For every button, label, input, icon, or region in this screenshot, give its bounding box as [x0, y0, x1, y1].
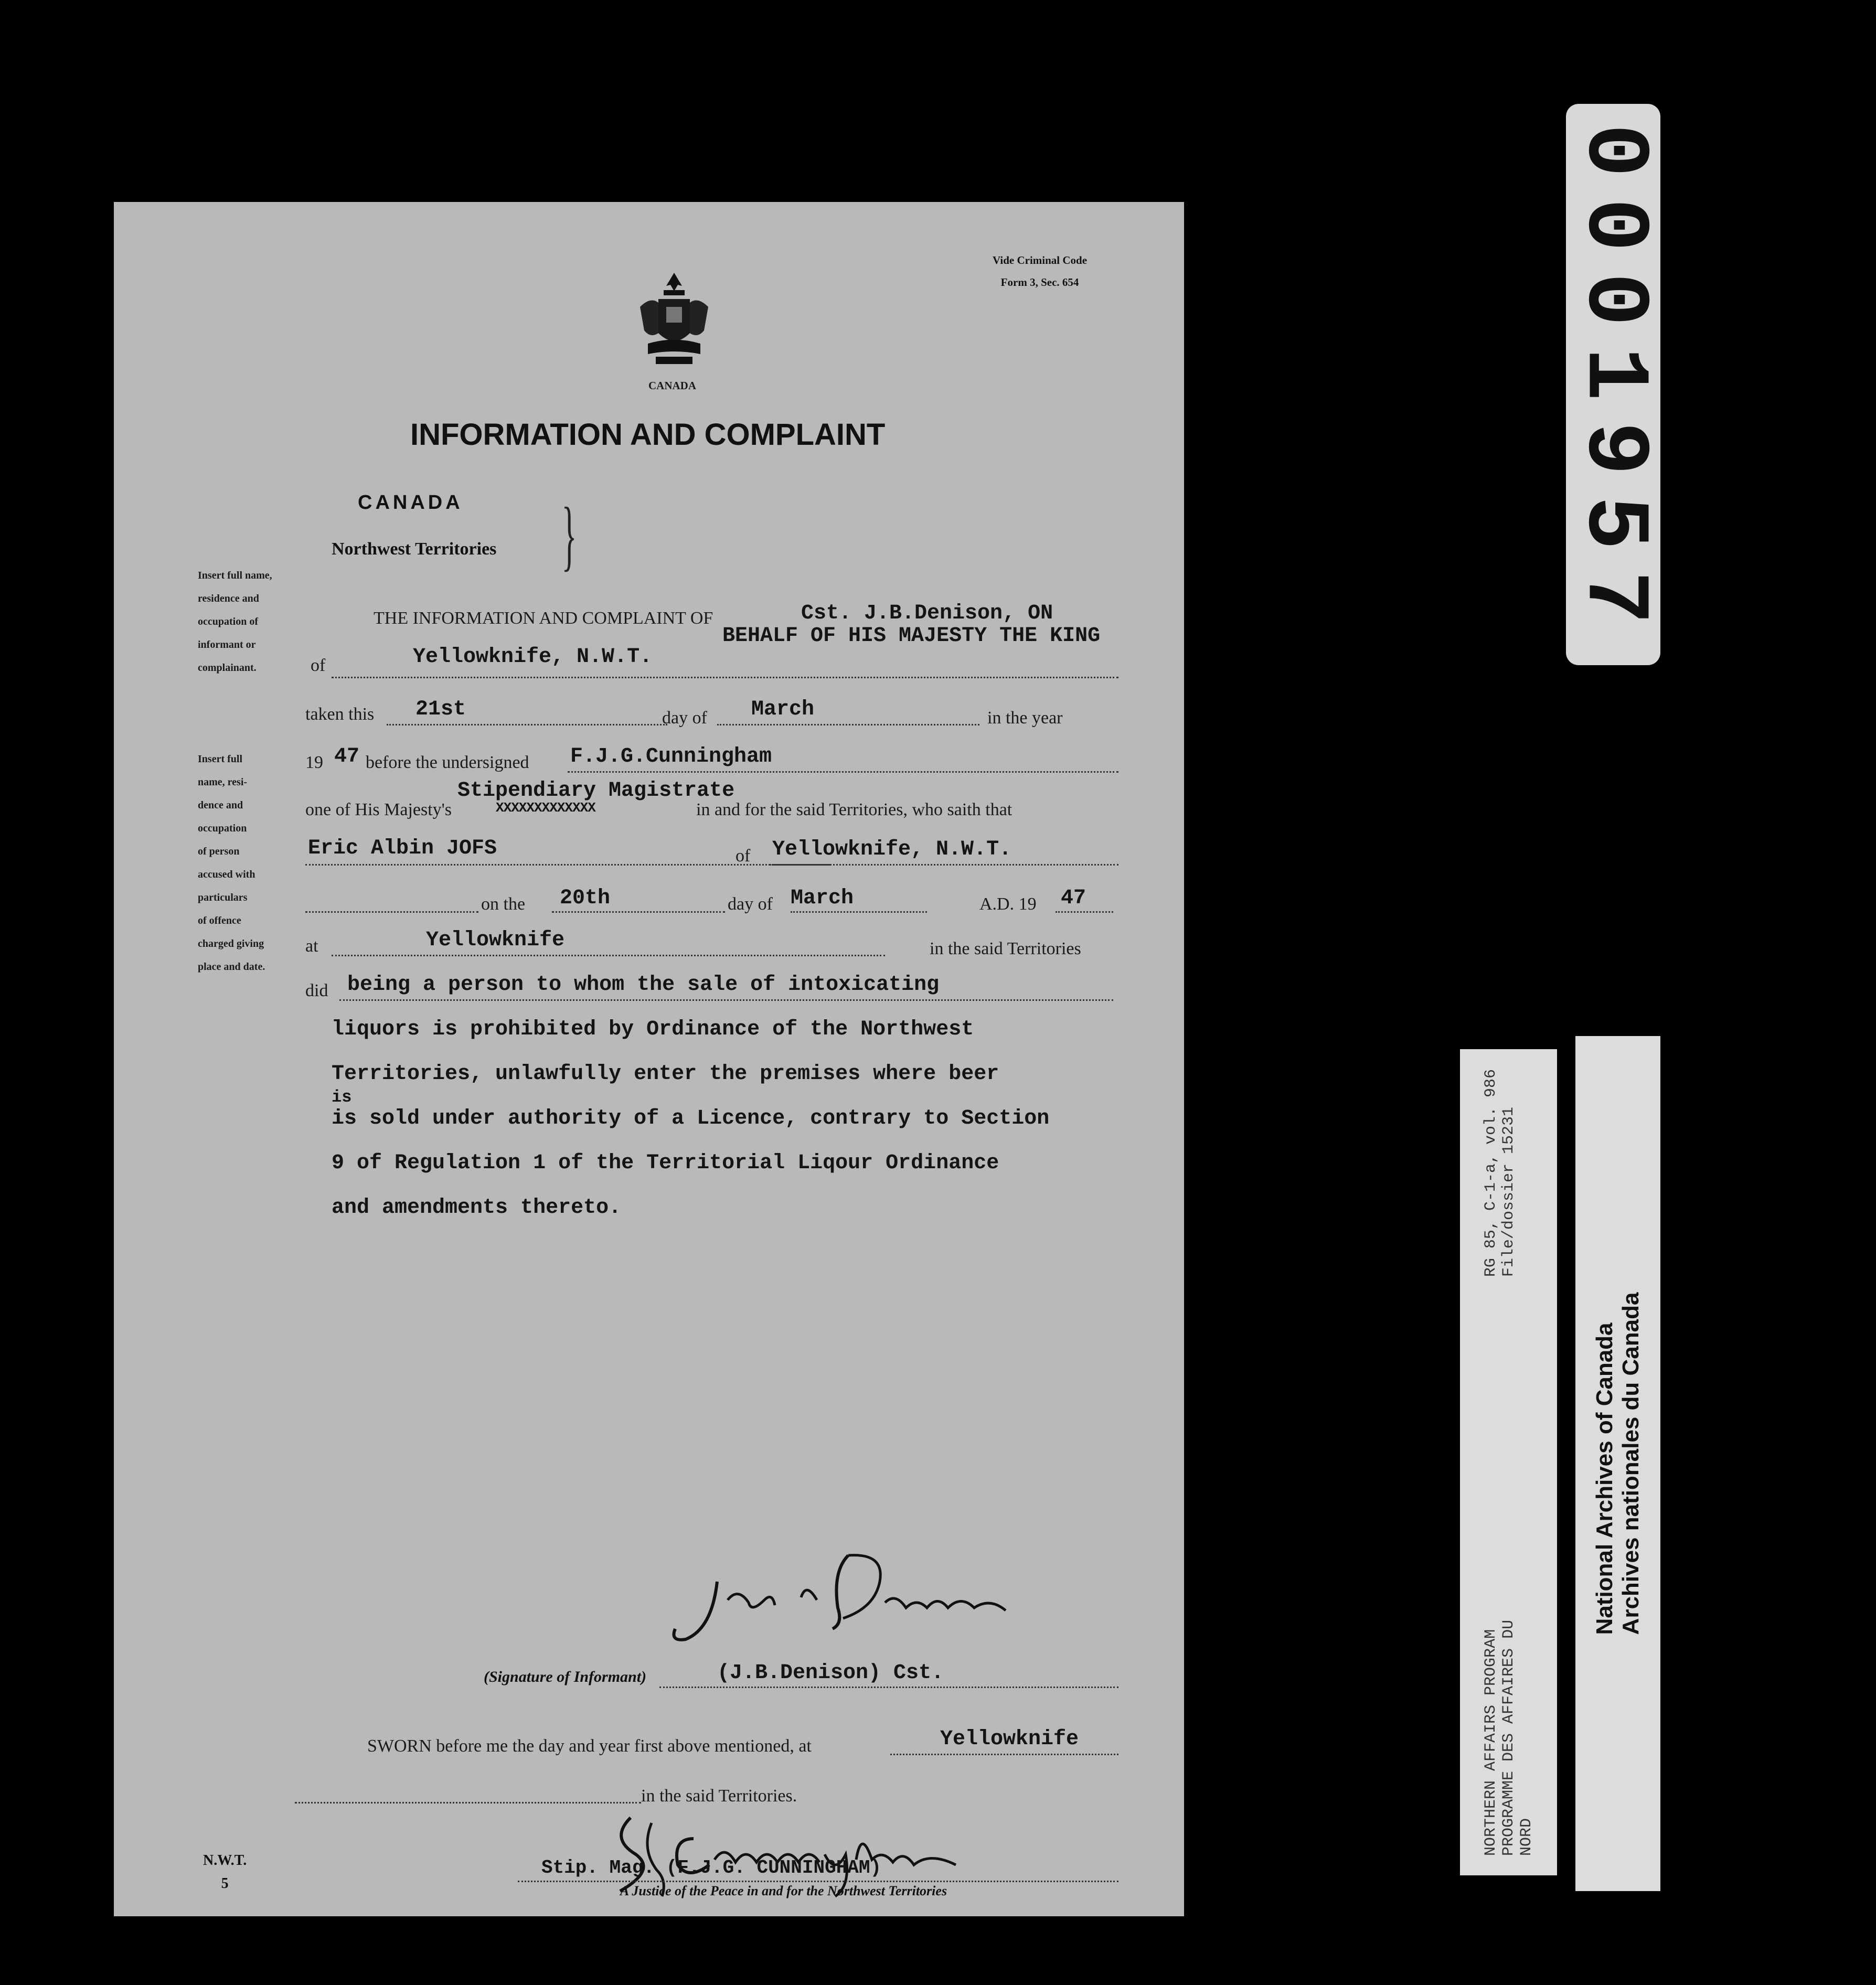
sworn-text: SWORN before me the day and year first above mentioned, at [367, 1736, 812, 1756]
margin-note-line: of person [198, 846, 240, 857]
jurisdiction-brace: } [561, 492, 577, 579]
year-prefix: 19 [305, 753, 323, 772]
his-majestys-label: one of His Majesty's [305, 800, 452, 819]
of-label-2: of [736, 846, 751, 866]
form-title: INFORMATION AND COMPLAINT [410, 418, 886, 452]
margin-note-line: dence and [198, 799, 243, 811]
magistrate-name-line [568, 771, 1118, 773]
file-ref: File/dossier 15231 [1499, 1106, 1518, 1277]
offence-month: March [791, 887, 854, 910]
form-number-line2: 5 [221, 1875, 229, 1892]
form-reference [993, 249, 1087, 293]
informant-name: Cst. J.B.Denison, ON [801, 602, 1053, 625]
sworn-territories-label: in the said Territories. [641, 1786, 797, 1806]
coat-of-arms-icon [635, 270, 713, 370]
before-undersigned-label: before the undersigned [366, 753, 529, 772]
offence-line-5: 9 of Regulation 1 of the Territorial Liqour Ordinance [332, 1151, 999, 1175]
magistrate-name: F.J.G.Cunningham [570, 745, 772, 769]
informant-residence-line [332, 677, 1118, 678]
margin-note-line: of offence [198, 915, 241, 926]
informant-signature-caption: (Signature of Informant) [484, 1668, 647, 1685]
margin-note-accused [198, 748, 265, 978]
program-fr-cont: NORD [1517, 1818, 1536, 1856]
in-said-territories-label: in the said Territories [930, 939, 1081, 958]
archives-name-fr: Archives nationales du Canada [1618, 1292, 1644, 1635]
taken-this-label: taken this [305, 705, 375, 724]
margin-note-informant [198, 564, 272, 679]
national-archives-text [1592, 1293, 1644, 1635]
magistrate-title: Stipendiary Magistrate [457, 779, 735, 803]
margin-note-line: particulars [198, 892, 248, 903]
informant-signature-line [659, 1687, 1118, 1688]
day-of-label-2: day of [728, 894, 773, 914]
margin-note-line: occupation of [198, 616, 258, 627]
record-group-ref: RG 85, C-1-a, vol. 986 [1481, 1069, 1500, 1277]
informant-residence: Yellowknife, N.W.T. [413, 645, 653, 669]
did-label: did [305, 981, 328, 1000]
day-of-label: day of [662, 708, 707, 728]
inserted-is: is [332, 1087, 352, 1107]
archive-stamp-number [1562, 104, 1664, 665]
on-the-label: on the [481, 894, 526, 914]
offence-line-4: is sold under authority of a Licence, contrary to Section [332, 1107, 1050, 1130]
margin-note-line: occupation [198, 823, 247, 834]
sworn-place: Yellowknife [940, 1727, 1079, 1751]
justice-typed-name: Stip. Mag. (F.J.G. CUNNINGHAM) [541, 1857, 882, 1879]
margin-note-line: Insert full name, [198, 570, 272, 581]
day-taken: 21st [415, 698, 466, 721]
archive-reference-text [1482, 1069, 1536, 1856]
accused-residence-line [770, 864, 1118, 866]
margin-note-line: accused with [198, 869, 255, 880]
of-label: of [311, 656, 326, 675]
in-the-year-label: in the year [987, 708, 1063, 728]
offence-place: Yellowknife [426, 929, 565, 952]
month-taken-line [717, 724, 979, 725]
in-and-for-label: in and for the said Territories, who saith that [696, 800, 1012, 819]
margin-note-line: place and date. [198, 961, 265, 973]
archives-name-en: National Archives of Canada [1592, 1322, 1617, 1635]
country-caption: CANADA [648, 379, 696, 392]
month-taken: March [751, 698, 815, 721]
offence-year: 47 [1061, 887, 1086, 910]
offence-line-6: and amendments thereto. [332, 1196, 622, 1220]
program-fr: PROGRAMME DES AFFAIRES DU [1499, 1619, 1518, 1856]
sworn-place-line [890, 1754, 1118, 1755]
jurisdiction-territory: Northwest Territories [332, 539, 497, 559]
informant-signature [659, 1550, 1027, 1650]
margin-note-line: Insert full [198, 753, 242, 765]
jurisdiction-country: CANADA [358, 492, 463, 514]
offence-place-line [332, 955, 885, 956]
justice-signature-line [518, 1881, 1118, 1882]
margin-note-line: name, resi- [198, 776, 248, 788]
accused-residence: Yellowknife, N.W.T. [772, 838, 1012, 861]
form-number [203, 1849, 247, 1895]
margin-note-line: charged giving [198, 938, 264, 949]
offence-line-1-rule [339, 999, 1113, 1001]
form-number-line1: N.W.T. [203, 1852, 247, 1869]
archive-reference-label [1460, 1049, 1557, 1875]
year-taken: 47 [334, 745, 360, 769]
intro-text: THE INFORMATION AND COMPLAINT OF [374, 609, 713, 628]
accused-name: Eric Albin JOFS [308, 837, 497, 860]
accused-name-line [305, 864, 830, 866]
offence-line-3: Territories, unlawfully enter the premises where beer [332, 1062, 999, 1086]
offence-date-lead-line [305, 911, 478, 913]
at-label: at [305, 936, 318, 956]
offence-day-line [552, 911, 725, 913]
margin-note-line: residence and [198, 593, 259, 604]
offence-line-2: liquors is prohibited by Ordinance of the Northwest [332, 1018, 974, 1041]
stamp-number-text: 0001957 [1562, 123, 1664, 646]
ad-label: A.D. 19 [979, 894, 1037, 914]
national-archives-label [1575, 1036, 1660, 1891]
justice-caption: A Justice of the Peace in and for the Northwest Territories [620, 1883, 947, 1898]
day-taken-line [387, 724, 667, 725]
program-en: NORTHERN AFFAIRS PROGRAM [1481, 1629, 1500, 1856]
offence-month-line [791, 911, 927, 913]
informant-typed-name: (J.B.Denison) Cst. [717, 1661, 944, 1685]
offence-day: 20th [560, 887, 611, 910]
margin-note-line: informant or [198, 639, 256, 650]
struck-out-text: XXXXXXXXXXXXX [496, 800, 595, 816]
offence-line-1: being a person to whom the sale of intoxicating [347, 973, 940, 997]
margin-note-line: complainant. [198, 662, 257, 674]
sworn-territory-line [295, 1802, 641, 1803]
informant-behalf: BEHALF OF HIS MAJESTY THE KING [722, 624, 1101, 648]
offence-year-line [1056, 911, 1113, 913]
complaint-form-page [114, 202, 1184, 1916]
form-ref-line1: Vide Criminal Code [993, 254, 1088, 266]
form-ref-line2: Form 3, Sec. 654 [1000, 276, 1079, 289]
